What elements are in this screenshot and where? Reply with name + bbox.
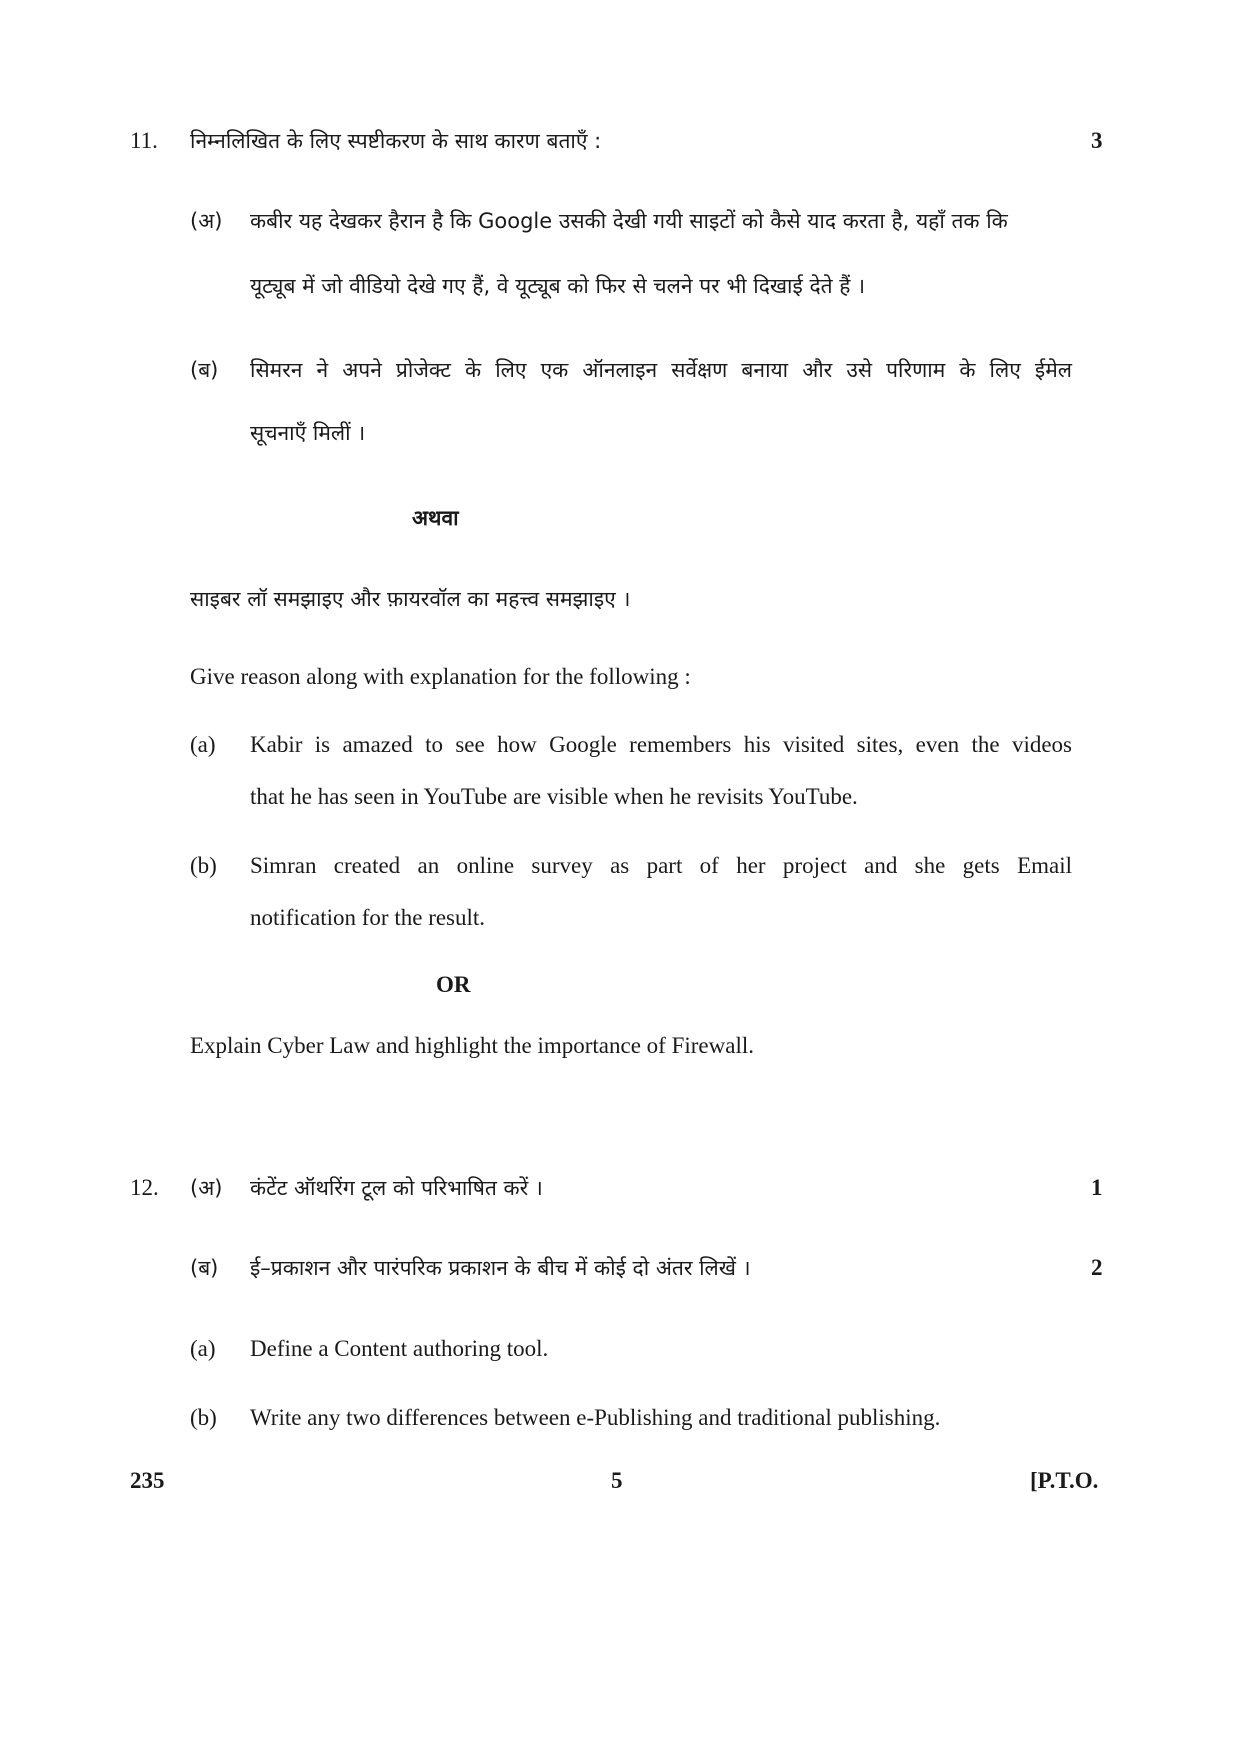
q11-a-line1-en: Kabir is amazed to see how Google remembers his visited sites, even the videos [250, 732, 1072, 757]
page-number: 5 [611, 1468, 623, 1493]
q11-b-line1-hi: सिमरन ने अपने प्रोजेक्ट के लिए एक ऑनलाइन सर्वेक्षण बनाया और उसे परिणाम के लिए ईमेल [250, 358, 1072, 382]
q12-a-label-hi: (अ) [190, 1176, 223, 1200]
q11-a-line2-en: that he has seen in YouTube are visible when he revisits YouTube. [250, 784, 858, 809]
q11-b-line2-hi: सूचनाएँ मिलीं । [250, 421, 366, 445]
q12-b-label-hi: (ब) [190, 1256, 219, 1280]
q11-a-line1-hi: कबीर यह देखकर हैरान है कि Google उसकी देखी गयी साइटों को कैसे याद करता है, यहाँ तक कि [250, 209, 1008, 233]
q12-b-label-en: (b) [190, 1405, 217, 1430]
q11-a-label-en: (a) [190, 732, 216, 757]
q12-number: 12. [130, 1175, 159, 1200]
q12-a-text-en: Define a Content authoring tool. [250, 1336, 549, 1361]
paper-code: 235 [130, 1468, 165, 1493]
pto-label: [P.T.O. [1030, 1468, 1099, 1493]
q12-b-text-en: Write any two differences between e-Publishing and traditional publishing. [250, 1405, 941, 1430]
q11-a-label-hi: (अ) [190, 209, 223, 233]
q12-a-marks: 1 [1091, 1175, 1103, 1200]
q11-a-line2-hi: यूट्यूब में जो वीडियो देखे गए हैं, वे यूट्यूब को फिर से चलने पर भी दिखाई देते हैं । [250, 274, 866, 298]
q12-a-label-en: (a) [190, 1336, 216, 1361]
q11-prompt-hi: निम्नलिखित के लिए स्पष्टीकरण के साथ कारण बताएँ : [190, 129, 602, 153]
q11-prompt-en: Give reason along with explanation for the following : [190, 664, 691, 689]
q11-b-line1-en: Simran created an online survey as part of her project and she gets Email [250, 853, 1072, 878]
q11-number: 11. [130, 128, 158, 153]
q11-b-label-en: (b) [190, 853, 217, 878]
q11-b-line2-en: notification for the result. [250, 905, 486, 930]
q11-or-en: OR [436, 972, 471, 997]
q11-alt-en: Explain Cyber Law and highlight the importance of Firewall. [190, 1033, 754, 1058]
q12-b-text-hi: ई–प्रकाशन और पारंपरिक प्रकाशन के बीच में कोई दो अंतर लिखें । [250, 1256, 751, 1280]
q11-b-label-hi: (ब) [190, 358, 219, 382]
q11-alt-hi: साइबर लॉ समझाइए और फ़ायरवॉल का महत्त्व समझाइए । [190, 587, 631, 611]
q11-marks: 3 [1091, 128, 1103, 153]
q12-b-marks: 2 [1091, 1255, 1103, 1280]
q12-a-text-hi: कंटेंट ऑथरिंग टूल को परिभाषित करें । [250, 1176, 543, 1200]
q11-or-hi: अथवा [412, 506, 459, 530]
